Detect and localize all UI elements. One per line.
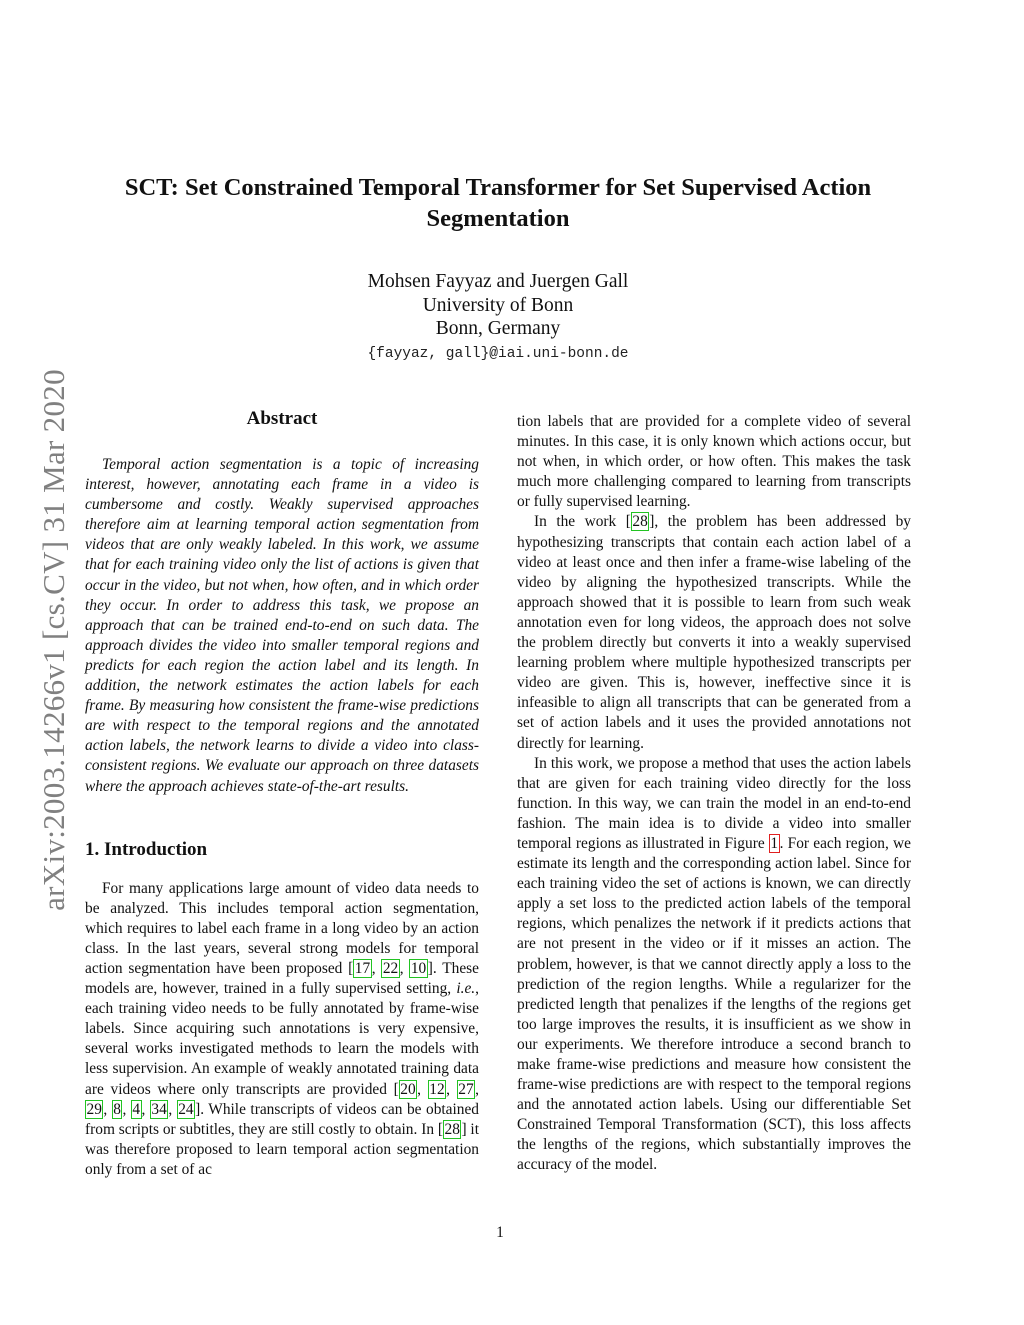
citation-link[interactable]: 10 xyxy=(410,959,427,977)
right-column xyxy=(517,412,911,1176)
author-names: Mohsen Fayyaz and Juergen Gall xyxy=(367,271,629,292)
intro-paragraph-2: In the work [28], the problem has been addressed by hypothesizing transcripts that contain each action label of a video at least once and then infer a frame-wise labeling of the video by aligning the hypothesized transcripts. While the approach showed that it is possible to learn from such weak annotation even for long videos, the approach does not solve the problem directly but converts it into a weakly supervised learning problem where multiple hypothesized transcripts per video are given. This is, however, ineffective since it is infeasible to align all transcripts that can be generated from a set of action labels and it uses the provided annotations not directly for learning. xyxy=(517,513,912,752)
introduction-heading: 1. Introduction xyxy=(85,838,208,860)
intro-paragraph-3: In this work, we propose a method that uses the action labels that are given for each training video directly for the loss function. In this way, we can train the model in an end-to-end fashion. The main idea is to divide a video into smaller temporal regions as illustrated in Figure 1. For each region, we estimate its length and the corresponding action label. Since for each training video the set of actions is known, we can directly apply a set loss to the predicted action labels of the temporal regions, which penalizes the network if it predicts actions that are not present in the video or if it misses an action. The problem, however, is that we cannot directly apply a loss to the prediction of the region lengths. While a regularizer for the predicted length that penalizes if the lengths of the regions get too large improves the results, it is insufficient as we show in our experiments. We therefore introduce a second branch to make frame-wise predictions and measure how consistent the frame-wise predictions are with respect to the temporal regions and the annotated action labels. Using our differentiable Set Constrained Temporal Transformation (SCT), this loss affects the lengths of the regions, which substantially improves the accuracy of the model. xyxy=(517,754,911,1174)
figure-reference-link[interactable]: 1 xyxy=(770,834,779,852)
abstract-heading: Abstract xyxy=(246,408,318,429)
citation-link[interactable]: 28 xyxy=(444,1120,460,1138)
intro-paragraph-1: For many applications large amount of video data needs to be analyzed. This includes temporal action segmentation, which requires to label each frame in a long video by an action class. In the last years, several strong models for temporal action segmentation have been proposed [17, 22, 10]. These models are, however, trained in a fully supervised setting, i.e., each training video needs to be fully annotated by frame-wise labels. Since acquiring such annotations is very expensive, several works investigated methods to learn the models with less supervision. An example of weakly annotated training data are videos where only transcripts are provided [20, 12, 27, 29, 8, 4, 34, 24]. While transcripts of videos can be obtained from scripts or subtitles, they are still costly to obtain. In [28] it was therefore proposed to learn temporal action segmentation only from a set of ac xyxy=(85,879,479,1178)
citation-link[interactable]: 12 xyxy=(429,1080,445,1098)
citation-link[interactable]: 24 xyxy=(178,1100,194,1118)
author-block xyxy=(300,270,696,367)
author-affiliation: University of Bonn xyxy=(422,294,574,316)
citation-link[interactable]: 28 xyxy=(632,513,648,531)
page-number: 1 xyxy=(496,1224,504,1241)
citation-link[interactable]: 4 xyxy=(132,1100,141,1118)
citation-link[interactable]: 17 xyxy=(354,959,371,977)
citation-link[interactable]: 29 xyxy=(86,1100,102,1118)
citation-link[interactable]: 22 xyxy=(382,959,399,977)
paper-title: SCT: Set Constrained Temporal Transformer for Set Supervised Action Segmentation xyxy=(124,174,872,232)
intro-paragraph-1-continued: tion labels that are provided for a complete video of several minutes. In this case, it is only known which actions occur, but not when, in which order, or how often. This makes the task much more challenging compared to learning from transcripts or fully supervised learning. xyxy=(517,413,911,511)
citation-link[interactable]: 34 xyxy=(151,1100,167,1118)
left-column xyxy=(85,406,479,1180)
citation-link[interactable]: 20 xyxy=(400,1080,416,1098)
abstract-body xyxy=(85,455,479,797)
author-location: Bonn, Germany xyxy=(435,318,561,339)
citation-link[interactable]: 27 xyxy=(458,1080,474,1098)
arxiv-stamp: arXiv:2003.14266v1 [cs.CV] 31 Mar 2020 xyxy=(36,369,71,911)
author-email[interactable]: {fayyaz, gall}@iai.uni-bonn.de xyxy=(367,345,629,362)
abstract-text: Temporal action segmentation is a topic of increasing interest, however, annotating each frame in a video is cumbersome and costly. Weakly supervised approaches therefore aim at learning temporal action segmentation from videos that are only weakly labeled. In this work, we assume that for each training video only the list of actions is given that occur in the video, but not when, how often, and in which order they occur. In order to address this task, we propose an approach that can be trained end-to-end on such data. The approach divides the video into smaller temporal regions and predicts for each region the action label and its length. In addition, the network estimates the action labels for each frame. By measuring how consistent the frame-wise predictions are with respect to the temporal regions and the annotated action labels, the network learns to divide a video into class-consistent regions. We evaluate our approach on three datasets where the approach achieves state-of-the-art results. xyxy=(85,456,479,795)
citation-link[interactable]: 8 xyxy=(113,1100,121,1118)
